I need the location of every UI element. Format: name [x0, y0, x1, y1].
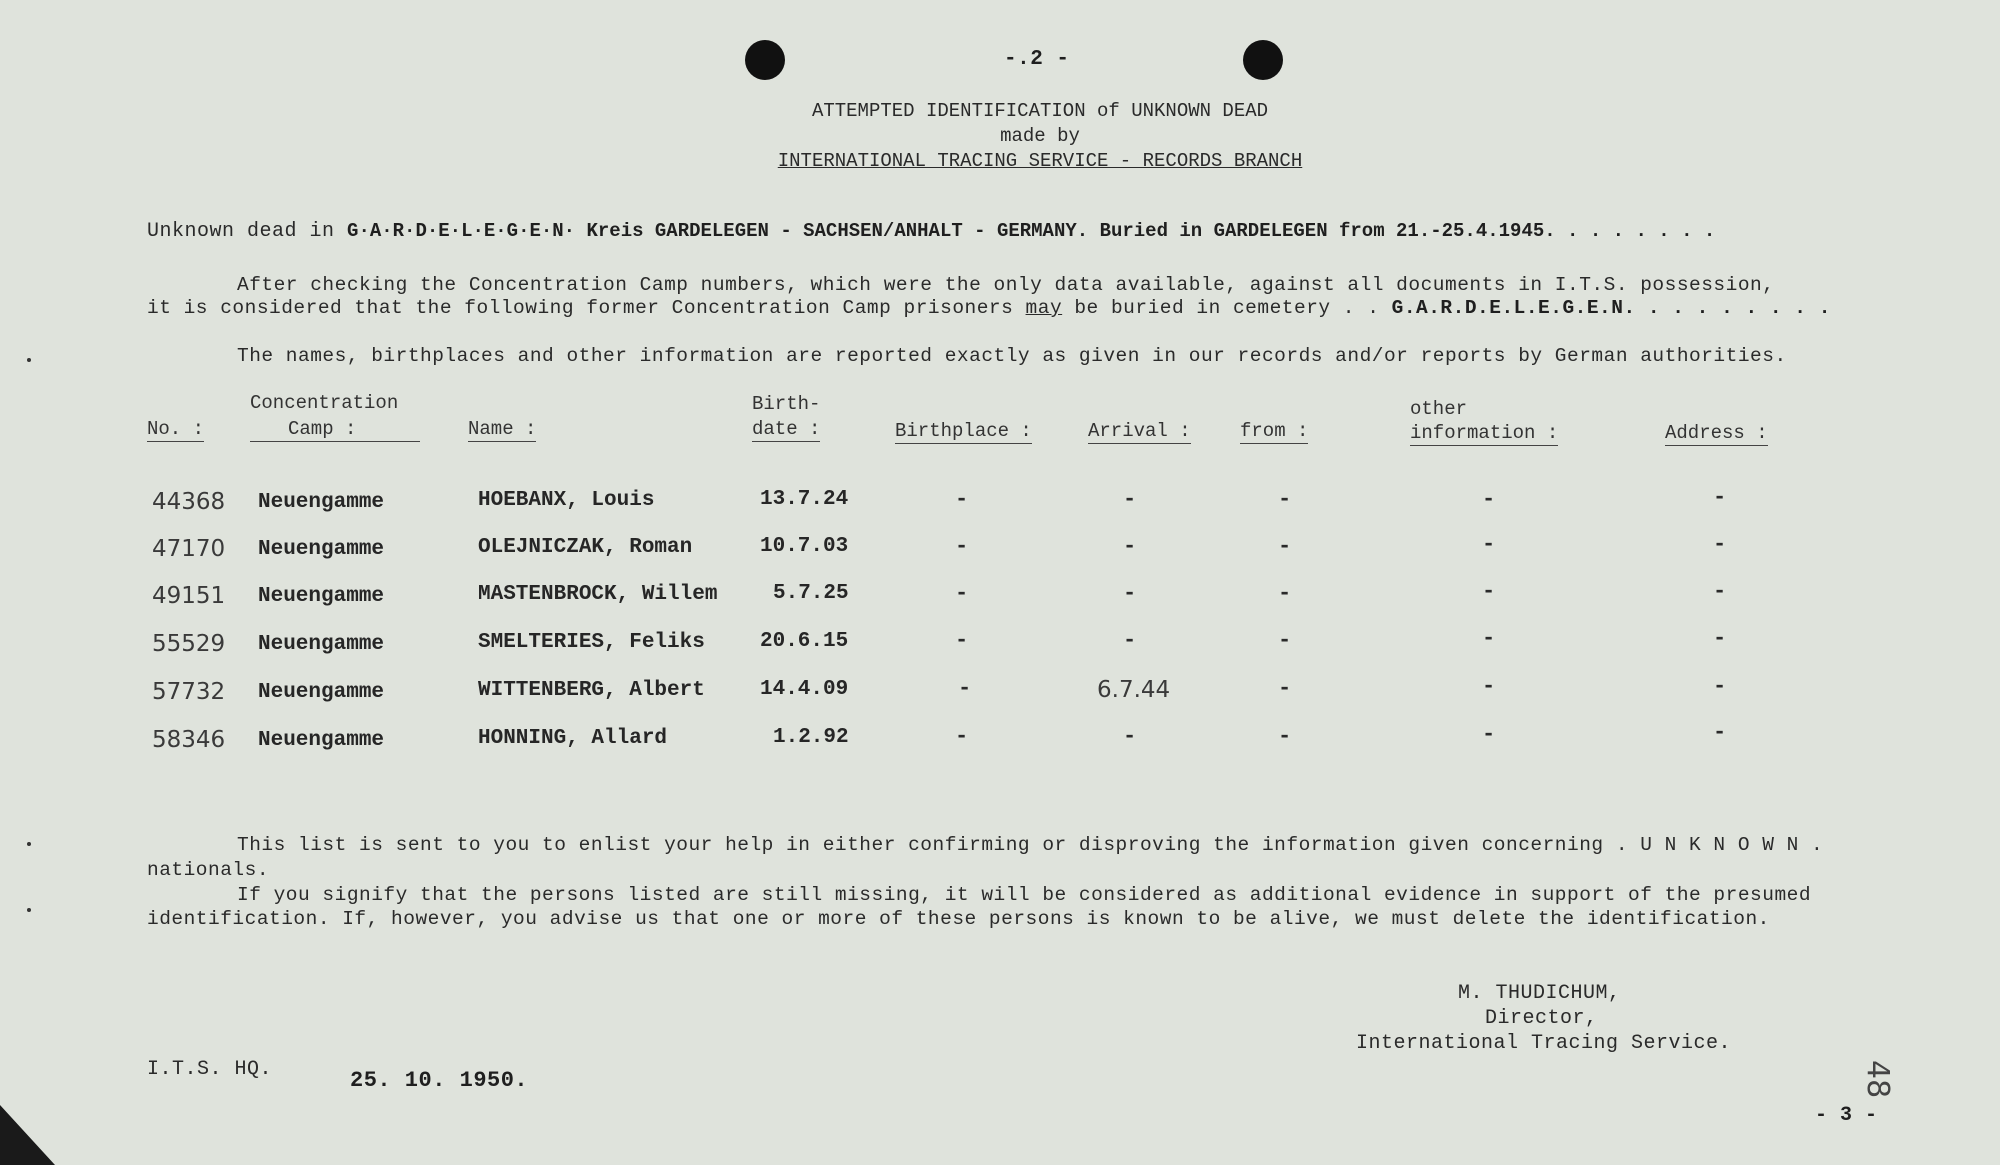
header-other: information :: [1410, 422, 1559, 444]
closing-line3: If you signify that the persons listed are still missing, it will be considered as additional evidence in support of the presumed: [237, 884, 1812, 906]
intro-para1-line2: [147, 297, 1831, 319]
cell-birthplace: -: [955, 581, 969, 606]
cell-name: OLEJNICZAK, Roman: [478, 536, 693, 559]
intro-may: may: [1025, 297, 1063, 319]
header-made-by: made by: [1000, 125, 1080, 147]
cell-from: -: [1278, 724, 1292, 749]
cell-arrival: -: [1123, 628, 1137, 653]
signature-title: Director,: [1485, 1007, 1598, 1030]
cell-camp: Neuengamme: [258, 585, 385, 608]
cell-other: -: [1482, 674, 1496, 699]
cell-from: -: [1278, 628, 1292, 653]
its-hq: I.T.S. HQ.: [147, 1058, 273, 1081]
cell-birthplace: -: [955, 724, 969, 749]
closing-line2: nationals.: [147, 859, 270, 881]
header-birthplace: Birthplace :: [895, 420, 1032, 442]
cell-from: -: [1278, 534, 1292, 559]
cell-birthdate: 10.7.03: [760, 535, 849, 558]
cell-camp: Neuengamme: [258, 491, 385, 514]
page-number-top: -.2 -: [1004, 48, 1070, 71]
closing-line1: This list is sent to you to enlist your help in either confirming or disproving the information given concerning . U N K N O W N .: [237, 834, 1824, 856]
cell-no: 49151: [152, 583, 226, 609]
header-title: ATTEMPTED IDENTIFICATION of UNKNOWN DEAD: [811, 100, 1269, 122]
header-department: [640, 150, 1440, 172]
header-camp-top: Concentration: [250, 392, 399, 414]
cell-birthdate: 1.2.92: [773, 726, 849, 749]
margin-mark: [27, 908, 31, 912]
header-other-top: other: [1410, 398, 1468, 420]
cell-address: -: [1713, 674, 1727, 699]
cell-address: -: [1713, 626, 1727, 651]
closing-line4: identification. If, however, you advise us that one or more of these persons is known to be alive, we must delete the identification.: [147, 908, 1770, 930]
document-date: 25. 10. 1950.: [350, 1068, 529, 1093]
header-birth-top: Birth-: [752, 393, 821, 415]
cell-camp: Neuengamme: [258, 633, 385, 656]
punch-hole-right: [1243, 40, 1283, 80]
side-page-number: 48: [1860, 1060, 1895, 1099]
cell-other: -: [1482, 532, 1496, 557]
cell-address: -: [1713, 579, 1727, 604]
cell-arrival: -: [1123, 581, 1137, 606]
cell-no: 55529: [152, 631, 226, 657]
unknown-dead-place: G·A·R·D·E·L·E·G·E·N· Kreis GARDELEGEN - SACHSEN/ANHALT - GERMANY. Buried in GARDELEGEN from 21.-25.4.1945. . . . . . . .: [347, 220, 1716, 242]
header-camp: [250, 418, 420, 442]
cell-birthplace: -: [955, 487, 969, 512]
cell-address: -: [1713, 532, 1727, 557]
cell-name: MASTENBROCK, Willem: [478, 583, 718, 606]
unknown-dead-prefix: Unknown dead in: [147, 220, 335, 243]
cell-arrival: 6.7.44: [1097, 677, 1171, 703]
cell-birthdate: 14.4.09: [760, 678, 849, 701]
cell-address: -: [1713, 485, 1727, 510]
header-name: Name :: [468, 418, 537, 440]
cell-no: 58346: [152, 727, 226, 753]
cell-birthplace: -: [955, 534, 969, 559]
cell-other: -: [1482, 722, 1496, 747]
cell-birthdate: 13.7.24: [760, 488, 849, 511]
header-camp-text: Camp :: [288, 418, 357, 440]
margin-mark: [27, 842, 31, 846]
cell-no: 57732: [152, 679, 226, 705]
cell-camp: Neuengamme: [258, 538, 385, 561]
cell-from: -: [1278, 487, 1292, 512]
cell-camp: Neuengamme: [258, 729, 385, 752]
intro-para2: The names, birthplaces and other information are reported exactly as given in our records and/or reports by German authorities.: [237, 345, 1787, 367]
cell-arrival: -: [1123, 487, 1137, 512]
scan-corner-shadow: [0, 1105, 55, 1165]
intro-para1-line2-a: it is considered that the following former Concentration Camp prisoners: [147, 297, 1014, 319]
cell-birthdate: 20.6.15: [760, 630, 849, 653]
cell-arrival: -: [1123, 724, 1137, 749]
header-no: No. :: [147, 418, 205, 440]
cell-birthplace: -: [955, 628, 969, 653]
cell-name: SMELTERIES, Feliks: [478, 631, 705, 654]
cell-from: -: [1278, 581, 1292, 606]
header-arrival: Arrival :: [1088, 420, 1191, 442]
cell-from: -: [1278, 676, 1292, 701]
intro-para1-line2-b: be buried in cemetery . .: [1074, 297, 1380, 319]
cell-name: WITTENBERG, Albert: [478, 679, 705, 702]
cell-camp: Neuengamme: [258, 681, 385, 704]
intro-para1-line1: After checking the Concentration Camp numbers, which were the only data available, against all documents in I.T.S. possession,: [237, 274, 1775, 296]
header-birthdate: date :: [752, 418, 821, 440]
cell-arrival: -: [1123, 534, 1137, 559]
cell-no: 44368: [152, 489, 226, 515]
cell-other: -: [1482, 626, 1496, 651]
page-number-bottom: - 3 -: [1815, 1104, 1878, 1127]
cell-no: 47170: [152, 536, 226, 562]
cell-name: HOEBANX, Louis: [478, 489, 655, 512]
cell-other: -: [1482, 579, 1496, 604]
cell-name: HONNING, Allard: [478, 727, 668, 750]
signature-name: M. THUDICHUM,: [1458, 982, 1621, 1005]
cell-birthdate: 5.7.25: [773, 582, 849, 605]
header-address: Address :: [1665, 422, 1768, 444]
header-from: from :: [1240, 420, 1309, 442]
punch-hole-left: [745, 40, 785, 80]
header-department-text: INTERNATIONAL TRACING SERVICE - RECORDS BRANCH: [777, 150, 1303, 172]
signature-org: International Tracing Service.: [1356, 1032, 1732, 1055]
margin-mark: [27, 358, 31, 362]
cell-address: -: [1713, 720, 1727, 745]
unknown-dead-line: [147, 220, 1715, 243]
cell-other: -: [1482, 487, 1496, 512]
cell-birthplace: -: [958, 676, 972, 701]
intro-cemetery-place: G.A.R.D.E.L.E.G.E.N. . . . . . . . .: [1391, 297, 1831, 319]
